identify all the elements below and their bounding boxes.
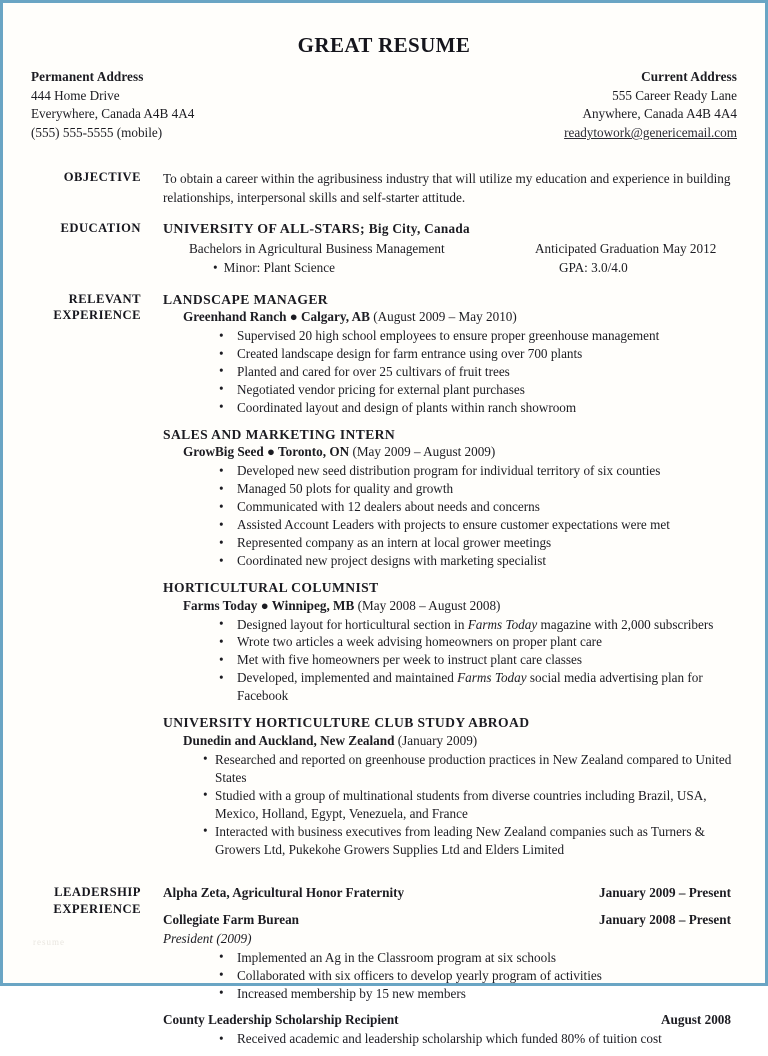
publication-name: Farms Today — [457, 670, 527, 686]
education-degree: Bachelors in Agricultural Business Management — [189, 241, 445, 257]
experience-job-title: HORTICULTURAL COLUMNIST — [163, 580, 379, 596]
experience-company: GrowBig Seed — [183, 444, 264, 460]
bullet-text: Designed layout for horticultural section in — [237, 616, 468, 632]
experience-bullet-list — [163, 462, 737, 570]
leadership-entry-date: August 2008 — [661, 1011, 731, 1027]
section-label-objective: OBJECTIVE — [63, 169, 141, 184]
experience-bullet — [219, 669, 737, 705]
email-link[interactable]: readytowork@genericemail.com — [564, 125, 737, 141]
experience-location: Calgary, AB — [301, 309, 370, 325]
experience-entry — [163, 714, 737, 858]
experience-bullet: • Supervised 20 high school employees to ensure proper greenhouse management — [219, 327, 737, 345]
bullet-text: magazine with 2,000 subscribers — [537, 616, 714, 632]
permanent-address-phone: (555) 555-5555 (mobile) — [31, 125, 163, 141]
experience-dates: (May 2008 – August 2008) — [354, 597, 501, 613]
education-school-location: Big City, Canada — [368, 221, 470, 237]
experience-dates: (January 2009) — [394, 732, 478, 748]
experience-entry — [163, 579, 737, 705]
experience-bullet — [219, 651, 737, 669]
experience-bullet: • Coordinated layout and design of plants within ranch showroom — [219, 399, 737, 417]
relevant-experience-jobs — [163, 291, 737, 868]
experience-job-title: LANDSCAPE MANAGER — [163, 291, 329, 307]
section-label-education: EDUCATION — [60, 221, 141, 236]
section-label-leadership-experience — [31, 884, 163, 916]
bullet-text: Wrote two articles a week advising homeowners on proper plant care — [237, 634, 602, 650]
section-label-leadership-experience-line-1: LEADERSHIP — [54, 885, 141, 900]
experience-bullet: • Managed 50 plots for quality and growth — [219, 480, 737, 498]
permanent-address-line-2: Everywhere, Canada A4B 4A4 — [31, 106, 195, 122]
experience-bullet: • Communicated with 12 dealers about needs and concerns — [219, 498, 737, 516]
experience-bullet — [219, 616, 737, 634]
section-label-relevant-experience-line-2: EXPERIENCE — [53, 307, 141, 322]
leadership-entry-date: January 2009 – Present — [599, 885, 731, 901]
section-label-relevant-experience — [31, 291, 163, 323]
bullet-text: Met with five homeowners per week to instruct plant care classes — [237, 652, 582, 668]
leadership-bullet: • Collaborated with six officers to develop yearly program of activities — [219, 967, 737, 985]
education-graduation: Anticipated Graduation May 2012 — [535, 241, 717, 257]
experience-bullet: • Represented company as an intern at local grower meetings — [219, 534, 737, 552]
experience-bullet: • Assisted Account Leaders with projects to ensure customer expectations were met — [219, 516, 737, 534]
experience-bullet: • Developed new seed distribution program for individual territory of six counties — [219, 462, 737, 480]
current-address-heading: Current Address — [641, 69, 737, 84]
leadership-entry-name: Collegiate Farm Burean — [163, 912, 300, 928]
experience-bullet-list — [163, 751, 737, 859]
leadership-entry-header — [163, 911, 737, 930]
current-address — [564, 68, 737, 143]
leadership-entry — [163, 911, 737, 1007]
experience-bullet: • Created landscape design for farm entrance using over 700 plants — [219, 345, 737, 363]
company-location-separator: ● — [286, 309, 302, 325]
leadership-bullet-list — [163, 949, 737, 1003]
leadership-entry-name: County Leadership Scholarship Recipient — [163, 1011, 399, 1027]
page-title: GREAT RESUME — [297, 33, 471, 57]
leadership-entries — [163, 884, 737, 1056]
experience-bullet: • Planted and cared for over 25 cultivars of fruit trees — [219, 363, 737, 381]
bullet-text: social media advertising plan for Facebook — [237, 670, 703, 704]
section-education — [31, 220, 737, 277]
education-minor-row — [189, 259, 737, 278]
current-address-line-2: Anywhere, Canada A4B 4A4 — [582, 106, 737, 122]
education-degree-row — [189, 240, 737, 259]
section-relevant-experience — [31, 291, 737, 868]
experience-bullet: • Researched and reported on greenhouse production practices in New Zealand compared to United States — [203, 751, 737, 787]
permanent-address-heading: Permanent Address — [31, 69, 144, 84]
education-school-name: UNIVERSITY OF ALL-STARS; — [163, 222, 365, 238]
experience-entry — [163, 426, 737, 570]
bullet-text: Developed, implemented and maintained — [237, 670, 458, 686]
education-school-line — [163, 220, 737, 240]
experience-company-line — [183, 308, 737, 326]
entry-spacer — [163, 1048, 737, 1053]
leadership-entry-name: Alpha Zeta, Agricultural Honor Fraternity — [163, 885, 405, 901]
experience-company: Greenhand Ranch — [183, 309, 287, 325]
experience-bullet: • Negotiated vendor pricing for external plant purchases — [219, 381, 737, 399]
entry-spacer — [163, 1003, 737, 1008]
current-address-line-1: 555 Career Ready Lane — [612, 87, 737, 103]
leadership-entry-header — [163, 884, 737, 903]
leadership-entry-date: January 2008 – Present — [599, 912, 731, 928]
objective-text: To obtain a career within the agribusiness industry that will utilize my education and experience in building relationships, interpersonal skills and self-starter attitude. — [163, 170, 731, 206]
address-block — [31, 68, 737, 143]
leadership-entry-role: President (2009) — [163, 930, 252, 946]
experience-company-line — [183, 597, 737, 615]
publication-name: Farms Today — [467, 616, 538, 632]
experience-bullet-list — [163, 327, 737, 417]
experience-location: Toronto, ON — [278, 444, 350, 460]
section-objective — [31, 169, 737, 207]
experience-bullet: • Studied with a group of multinational students from diverse countries including Brazil, USA, Mexico, Holland, Egypt, Venezuela, and France — [203, 787, 737, 823]
leadership-entry — [163, 884, 737, 908]
experience-entry — [163, 291, 737, 417]
leadership-entry — [163, 1011, 737, 1054]
experience-company: Dunedin and Auckland, New Zealand — [183, 732, 395, 748]
section-leadership-experience — [31, 884, 737, 1056]
experience-bullet: • Coordinated new project designs with marketing specialist — [219, 552, 737, 570]
experience-company: Farms Today — [183, 597, 258, 613]
watermark: resume — [33, 937, 65, 947]
experience-bullet-list — [163, 616, 737, 706]
leadership-bullet-list — [163, 1030, 737, 1048]
experience-dates: (August 2009 – May 2010) — [369, 309, 517, 325]
section-label-leadership-experience-line-2: EXPERIENCE — [53, 901, 141, 916]
entry-spacer — [163, 903, 737, 908]
experience-location: Winnipeg, MB — [271, 597, 355, 613]
permanent-address-line-1: 444 Home Drive — [31, 87, 120, 103]
leadership-bullet: • Increased membership by 15 new members — [219, 985, 737, 1003]
company-location-separator: ● — [263, 444, 279, 460]
leadership-entry-header — [163, 1011, 737, 1030]
experience-job-title: SALES AND MARKETING INTERN — [163, 426, 396, 442]
section-label-relevant-experience-line-1: RELEVANT — [68, 291, 141, 306]
experience-dates: (May 2009 – August 2009) — [349, 444, 496, 460]
experience-bullet — [219, 633, 737, 651]
experience-job-title: UNIVERSITY HORTICULTURE CLUB STUDY ABROAD — [163, 715, 530, 731]
leadership-bullet: • Implemented an Ag in the Classroom program at six schools — [219, 949, 737, 967]
experience-bullet: • Interacted with business executives from leading New Zealand companies such as Turners & Growers Ltd, Pukekohe Growers Supplies Ltd and Elders Limited — [203, 823, 737, 859]
leadership-bullet: • Received academic and leadership scholarship which funded 80% of tuition cost — [219, 1030, 737, 1048]
permanent-address — [31, 68, 194, 143]
experience-company-line — [183, 732, 737, 750]
resume-body — [3, 3, 765, 1047]
education-minor: • Minor: Plant Science — [213, 259, 559, 278]
company-location-separator: ● — [257, 597, 272, 613]
education-gpa: GPA: 3.0/4.0 — [559, 259, 628, 275]
experience-company-line — [183, 443, 737, 461]
